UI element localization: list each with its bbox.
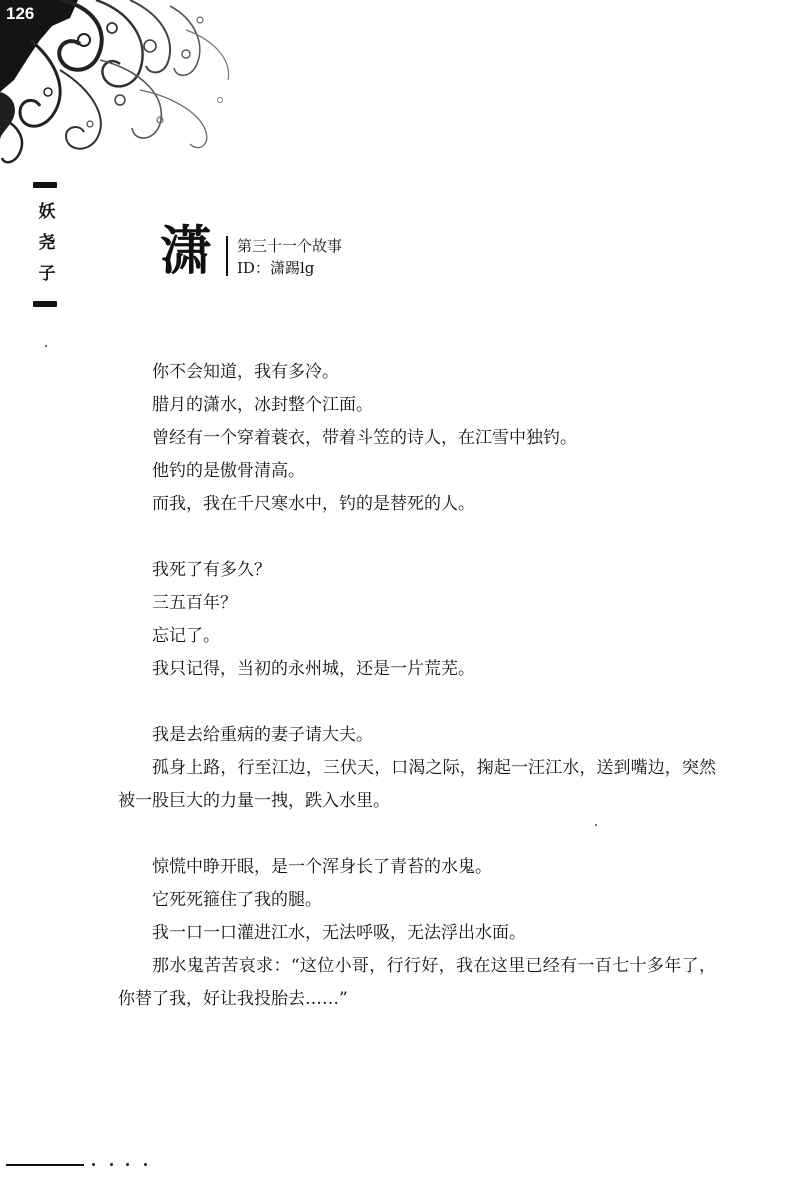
margin-dot [45,345,47,347]
print-speck [595,824,597,826]
corner-ornament [0,0,260,170]
side-book-title [28,182,62,307]
chapter-meta [237,235,342,279]
side-title-text: 妖尧子 [34,202,55,295]
story-paragraph: 我一口一口灌进江水，无法呼吸，无法浮出水面。 [152,923,526,943]
story-body [118,356,716,1016]
chapter-subtitle: 第三十一个故事 [237,237,343,255]
story-paragraph: 我是去给重病的妻子请大夫。 [152,725,373,745]
footer-rule [6,1164,84,1166]
story-paragraph: 曾经有一个穿着蓑衣，带着斗笠的诗人，在江雪中独钓。 [152,428,577,448]
chapter-title-character: 潇 [160,221,213,282]
story-paragraph: 我死了有多久？ [152,560,271,580]
story-paragraph: 你不会知道，我有多冷。 [152,362,339,382]
story-paragraph: 孤身上路，行至江边，三伏天，口渴之际，掬起一汪江水，送到嘴边，突然被一股巨大的力量一拽，跌入水里。 [118,758,716,811]
story-paragraph: 他钓的是傲骨清高。 [152,461,305,481]
story-paragraph: 忘记了。 [152,626,220,646]
story-paragraph: 三五百年？ [152,593,237,613]
story-paragraph: 而我，我在千尺寒水中，钓的是替死的人。 [152,494,475,514]
story-paragraph: 它死死箍住了我的腿。 [152,890,322,910]
story-paragraph: 我只记得，当初的永州城，还是一片荒芜。 [152,659,475,679]
footer-dots [92,1163,172,1167]
chapter-divider [226,236,228,276]
chapter-author-id: ID：潇踢lg [237,259,315,277]
story-paragraph: 那水鬼苦苦哀求：“这位小哥，行行好，我在这里已经有一百七十多年了，你替了我，好让我投胎去……” [118,956,716,1009]
side-title-bracket-close [33,301,57,307]
page-number: 126 [6,4,35,23]
side-title-bracket-open [33,182,57,188]
story-paragraph: 惊慌中睁开眼，是一个浑身长了青苔的水鬼。 [152,857,492,877]
story-paragraph: 腊月的潇水，冰封整个江面。 [152,395,373,415]
